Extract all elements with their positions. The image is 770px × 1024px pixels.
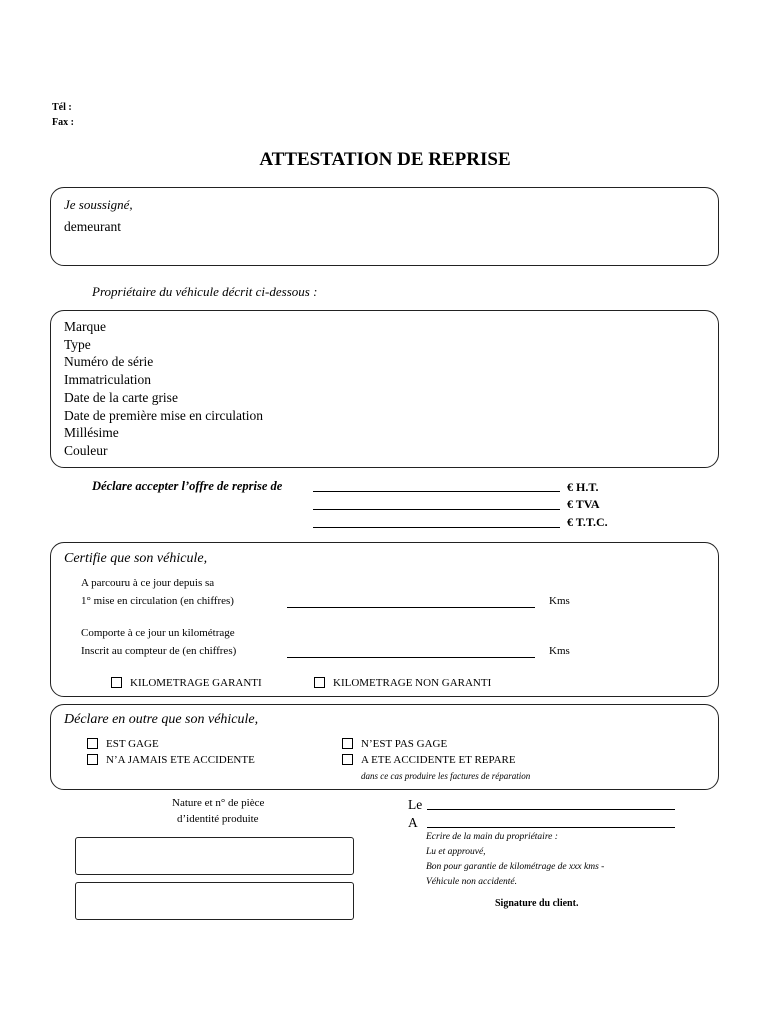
nest-pas-gage-option[interactable]: [342, 738, 447, 750]
field-type: Type: [64, 336, 91, 352]
field-millesime: Millésime: [64, 425, 119, 441]
comporte-kms-line[interactable]: [287, 657, 535, 658]
parcouru-line2: 1° mise en circulation (en chiffres): [81, 595, 234, 607]
km-non-garanti-checkbox[interactable]: [314, 677, 325, 688]
declare-heading: Déclare en outre que son véhicule,: [64, 712, 259, 727]
km-non-garanti-option[interactable]: [314, 677, 491, 689]
offre-tva-line[interactable]: [313, 509, 560, 510]
offre-label: Déclare accepter l’offre de reprise de: [92, 479, 283, 493]
tel-label: Tél :: [52, 102, 72, 113]
field-marque: Marque: [64, 319, 106, 334]
fax-label: Fax :: [52, 117, 74, 128]
offre-tva-unit: € TVA: [567, 497, 600, 511]
certifie-box: [50, 542, 719, 697]
piece-field-1[interactable]: [75, 837, 354, 875]
parcouru-line1: A parcouru à ce jour depuis sa: [81, 577, 215, 589]
piece-line2: d’identité produite: [177, 813, 259, 825]
le-label: Le: [408, 797, 423, 812]
demeurant-label: demeurant: [64, 219, 121, 234]
signature-label: Signature du client.: [495, 898, 579, 909]
offre-ttc-line[interactable]: [313, 527, 560, 528]
owner-box: [50, 187, 719, 266]
a-label: A: [408, 815, 418, 830]
comporte-line1: Comporte à ce jour un kilométrage: [81, 627, 235, 639]
comporte-line2: Inscrit au compteur de (en chiffres): [81, 645, 237, 657]
piece-line1: Nature et n° de pièce: [172, 797, 265, 809]
piece-field-2[interactable]: [75, 882, 354, 920]
field-couleur: Couleur: [64, 442, 108, 458]
offre-ht-unit: € H.T.: [567, 480, 599, 494]
field-date-mise-circulation: Date de première mise en circulation: [64, 407, 264, 423]
vehicle-box: [50, 310, 719, 468]
est-gage-label: EST GAGE: [106, 738, 159, 750]
field-immatriculation: Immatriculation: [64, 372, 151, 388]
le-line[interactable]: [427, 809, 675, 810]
nest-pas-gage-label: N’EST PAS GAGE: [361, 738, 448, 750]
est-gage-option[interactable]: [87, 738, 159, 750]
lu-approuve-note: Lu et approuvé,: [426, 847, 486, 857]
factures-note: dans ce cas produire les factures de réparation: [361, 771, 531, 781]
bon-pour-note: Bon pour garantie de kilométrage de xxx kms -: [426, 862, 605, 872]
declare-box: [50, 704, 719, 790]
a-line[interactable]: [427, 827, 675, 828]
est-gage-checkbox[interactable]: [87, 738, 98, 749]
certifie-heading: Certifie que son véhicule,: [64, 551, 208, 566]
km-garanti-label: KILOMETRAGE GARANTI: [130, 677, 262, 689]
comporte-kms-unit: Kms: [549, 645, 570, 657]
nest-pas-gage-checkbox[interactable]: [342, 738, 353, 749]
ecrire-note: Ecrire de la main du propriétaire :: [426, 832, 558, 842]
parcouru-kms-line[interactable]: [287, 607, 535, 608]
offre-ht-line[interactable]: [313, 491, 560, 492]
km-garanti-checkbox[interactable]: [111, 677, 122, 688]
accidente-repare-checkbox[interactable]: [342, 754, 353, 765]
jamais-accidente-option[interactable]: [87, 754, 255, 766]
jamais-accidente-checkbox[interactable]: [87, 754, 98, 765]
proprietaire-label: Propriétaire du véhicule décrit ci-dessous :: [92, 284, 318, 299]
vehicle-fields-list: [64, 318, 263, 460]
jamais-accidente-label: N’A JAMAIS ETE ACCIDENTE: [106, 754, 255, 766]
km-garanti-option[interactable]: [111, 677, 262, 689]
parcouru-kms-unit: Kms: [549, 595, 570, 607]
offre-ttc-unit: € T.T.C.: [567, 515, 608, 529]
accidente-repare-label: A ETE ACCIDENTE ET REPARE: [361, 754, 516, 766]
vehicule-note: Véhicule non accidenté.: [426, 877, 518, 887]
field-date-carte-grise: Date de la carte grise: [64, 389, 178, 405]
soussigne-label: Je soussigné,: [64, 197, 133, 212]
page-title: ATTESTATION DE REPRISE: [259, 149, 511, 170]
field-numero-serie: Numéro de série: [64, 354, 154, 370]
accidente-repare-option[interactable]: [342, 754, 516, 766]
km-non-garanti-label: KILOMETRAGE NON GARANTI: [333, 677, 492, 689]
